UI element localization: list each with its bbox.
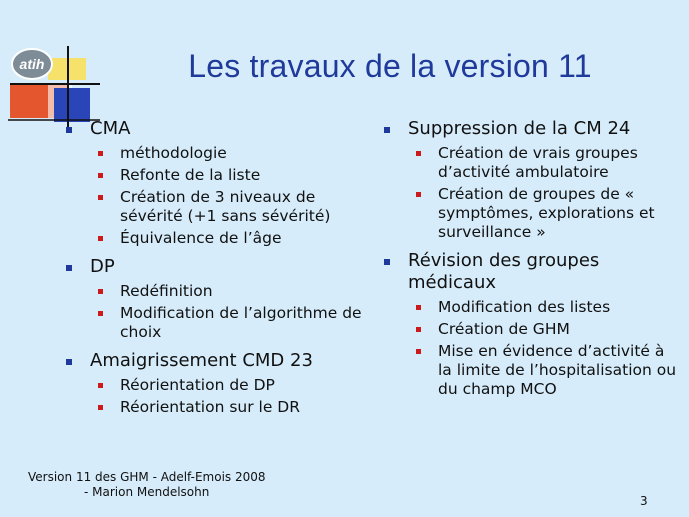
sub-bullet: Refonte de la liste xyxy=(90,166,362,185)
square-bullet-icon xyxy=(66,265,72,271)
slide-footer xyxy=(28,470,266,500)
square-bullet-icon xyxy=(98,173,103,178)
logo-text: atih xyxy=(19,56,45,72)
sub-bullet: Création de 3 niveaux de sévérité (+1 sans sévérité) xyxy=(90,188,362,226)
square-bullet-icon xyxy=(66,359,72,365)
page-number: 3 xyxy=(640,494,648,508)
sub-bullet: Mise en évidence d’activité à la limite de l’hospitalisation ou du champ MCO xyxy=(408,342,680,399)
square-bullet-icon xyxy=(98,311,103,316)
sub-bullet: Création de groupes de « symptômes, explorations et surveillance » xyxy=(408,185,680,242)
right-column xyxy=(380,118,680,407)
square-bullet-icon xyxy=(416,327,421,332)
sub-bullet: Redéfinition xyxy=(90,282,362,301)
square-bullet-icon xyxy=(98,383,103,388)
square-bullet-icon xyxy=(416,151,421,156)
square-bullet-icon xyxy=(416,349,421,354)
sub-bullet: Réorientation de DP xyxy=(90,376,362,395)
bullet-dp: DP Redéfinition Modification de l’algorithme de choix xyxy=(62,256,362,342)
slide-title: Les travaux de la version 11 xyxy=(188,48,592,84)
square-bullet-icon xyxy=(98,151,103,156)
square-bullet-icon xyxy=(98,405,103,410)
square-bullet-icon xyxy=(416,305,421,310)
square-bullet-icon xyxy=(66,127,72,133)
atih-logo xyxy=(8,40,100,130)
sub-bullet: Création de GHM xyxy=(408,320,680,339)
bullet-cm24: Suppression de la CM 24 Création de vrais groupes d’activité ambulatoire Création de groupes de « symptômes, explorations et surveillance » xyxy=(380,118,680,242)
sub-bullet: Équivalence de l’âge xyxy=(90,229,362,248)
bullet-groupes-medicaux: Révision des groupes médicaux Modification des listes Création de GHM Mise en évidence d’activité à la limite de l’hospitalisation ou du champ MCO xyxy=(380,250,680,399)
square-bullet-icon xyxy=(98,236,103,241)
square-bullet-icon xyxy=(98,289,103,294)
bullet-cma: CMA méthodologie Refonte de la liste Création de 3 niveaux de sévérité (+1 sans sévérité) Équivalence de l’âge xyxy=(62,118,362,248)
sub-bullet: Création de vrais groupes d’activité ambulatoire xyxy=(408,144,680,182)
sub-bullet: Modification des listes xyxy=(408,298,680,317)
square-bullet-icon xyxy=(98,195,103,200)
footer-line-2: - Marion Mendelsohn xyxy=(84,485,210,499)
sub-bullet: méthodologie xyxy=(90,144,362,163)
footer-line-1: Version 11 des GHM - Adelf-Emois 2008 xyxy=(28,470,266,484)
square-bullet-icon xyxy=(416,192,421,197)
sub-bullet: Modification de l’algorithme de choix xyxy=(90,304,362,342)
sub-bullet: Réorientation sur le DR xyxy=(90,398,362,417)
square-bullet-icon xyxy=(384,259,390,265)
bullet-cmd23: Amaigrissement CMD 23 Réorientation de DP Réorientation sur le DR xyxy=(62,350,362,417)
square-bullet-icon xyxy=(384,127,390,133)
left-column xyxy=(62,118,362,425)
